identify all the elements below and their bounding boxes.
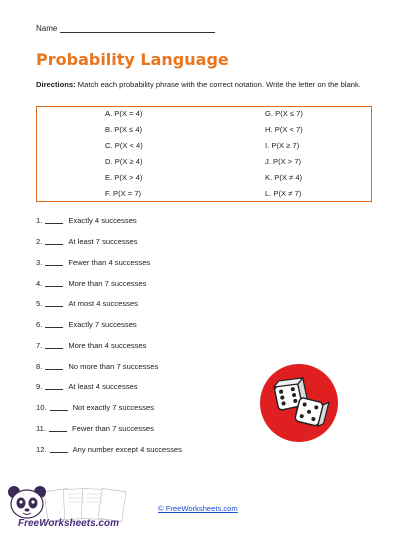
answer-blank[interactable]: [50, 446, 68, 453]
option-e: E. P(X > 4): [105, 173, 143, 182]
question-text: Exactly 4 successes: [68, 216, 137, 225]
answer-blank[interactable]: [45, 363, 63, 370]
logo-text: FreeWorksheets.com: [18, 518, 119, 529]
question-text: More than 4 successes: [68, 341, 147, 350]
question-7: [36, 341, 146, 350]
question-2: [36, 237, 138, 246]
answer-blank[interactable]: [45, 342, 63, 349]
question-number: 1.: [36, 216, 43, 225]
question-text: No more than 7 successes: [68, 362, 159, 371]
option-d: D. P(X ≥ 4): [105, 157, 143, 166]
question-number: 4.: [36, 279, 43, 288]
question-number: 2.: [36, 237, 43, 246]
question-number: 10.: [36, 403, 47, 412]
question-10: [36, 403, 154, 412]
notation-options-box: [36, 106, 372, 202]
answer-blank[interactable]: [45, 238, 63, 245]
question-text: Exactly 7 successes: [68, 320, 137, 329]
question-12: [36, 445, 182, 454]
question-4: [36, 279, 146, 288]
answer-blank[interactable]: [45, 321, 63, 328]
question-number: 6.: [36, 320, 43, 329]
question-text: Not exactly 7 successes: [72, 403, 155, 412]
option-h: H. P(X < 7): [265, 125, 303, 134]
option-l: L. P(X ≠ 7): [265, 189, 302, 198]
question-text: Fewer than 7 successes: [72, 424, 154, 433]
answer-blank[interactable]: [45, 300, 63, 307]
answer-blank[interactable]: [50, 404, 68, 411]
question-5: [36, 299, 138, 308]
question-number: 9.: [36, 382, 43, 391]
answer-blank[interactable]: [45, 383, 63, 390]
question-6: [36, 320, 137, 329]
question-8: [36, 362, 158, 371]
option-c: C. P(X < 4): [105, 141, 143, 150]
question-text: Any number except 4 successes: [72, 445, 182, 454]
option-b: B. P(X ≤ 4): [105, 125, 143, 134]
option-a: A. P(X = 4): [105, 109, 143, 118]
option-j: J. P(X > 7): [265, 157, 302, 166]
question-text: Fewer than 4 successes: [68, 258, 151, 267]
name-label: Name: [36, 24, 58, 33]
option-g: G. P(X ≤ 7): [265, 109, 303, 118]
question-number: 8.: [36, 362, 43, 371]
directions-text: Match each probability phrase with the correct notation. Write the letter on the blank.: [77, 80, 361, 89]
question-number: 7.: [36, 341, 43, 350]
question-number: 11.: [36, 424, 46, 433]
worksheet-title: Probability Language: [36, 50, 229, 69]
question-11: [36, 424, 154, 433]
question-number: 5.: [36, 299, 43, 308]
answer-blank[interactable]: [45, 217, 63, 224]
question-text: At least 7 successes: [68, 237, 138, 246]
directions: [36, 79, 376, 90]
question-1: [36, 216, 137, 225]
question-number: 12.: [36, 445, 47, 454]
dice-illustration: [260, 364, 338, 442]
answer-blank[interactable]: [45, 280, 63, 287]
option-i: I. P(X ≥ 7): [265, 141, 300, 150]
freeworksheets-logo: [6, 484, 146, 534]
question-9: [36, 382, 138, 391]
question-number: 3.: [36, 258, 43, 267]
option-k: K. P(X ≠ 4): [265, 173, 303, 182]
name-row: [36, 24, 215, 33]
directions-label: Directions:: [36, 80, 76, 89]
dice-icon: [260, 364, 338, 442]
name-input-line[interactable]: [60, 24, 215, 33]
answer-blank[interactable]: [45, 259, 63, 266]
question-text: At most 4 successes: [68, 299, 138, 308]
question-text: At least 4 successes: [68, 382, 138, 391]
footer-link[interactable]: © FreeWorksheets.com: [158, 504, 238, 513]
option-f: F. P(X = 7): [105, 189, 142, 198]
question-3: [36, 258, 150, 267]
answer-blank[interactable]: [49, 425, 67, 432]
question-text: More than 7 successes: [68, 279, 147, 288]
